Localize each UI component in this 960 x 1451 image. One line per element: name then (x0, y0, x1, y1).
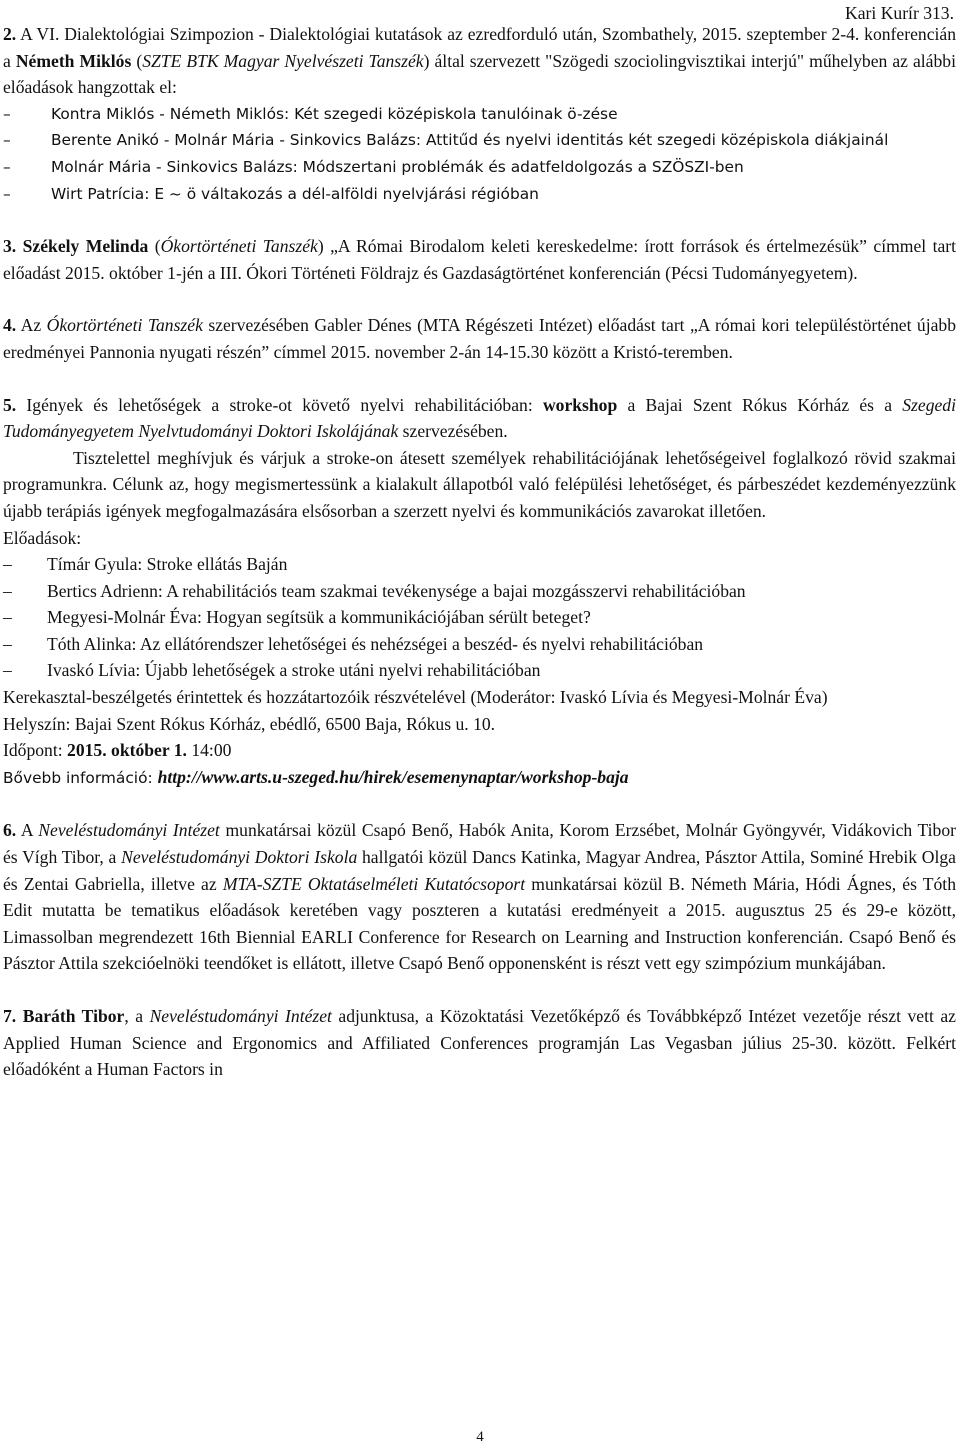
list-item: – Megyesi-Molnár Éva: Hogyan segítsük a kommunikációjában sérült beteget? (3, 604, 956, 631)
venue-text: Helyszín: Bajai Szent Rókus Kórház, ebédlő, 6500 Baja, Rókus u. 10. (3, 713, 496, 734)
info-text: Bővebb információ: http://www.arts.u-szeged.hu/hirek/esemenynaptar/workshop-baja (3, 766, 629, 787)
dash-bullet: – (3, 633, 12, 654)
list-item: – Kontra Miklós - Németh Miklós: Két szegedi középiskola tanulóinak ö-zése (3, 101, 956, 128)
section-5 (3, 392, 956, 792)
info-link[interactable]: http://www.arts.u-szeged.hu/hirek/esemenynaptar/workshop-baja (157, 766, 629, 787)
time-text: Időpont: 2015. október 1. 14:00 (3, 740, 232, 761)
list-item: – Tímár Gyula: Stroke ellátás Baján (3, 551, 956, 578)
list-item: – Ivaskó Lívia: Újabb lehetőségek a stroke utáni nyelvi rehabilitációban (3, 657, 956, 684)
document-body (3, 21, 956, 1083)
section-number: 6. (3, 820, 17, 841)
section-3: 3. Székely Melinda (Ókortörténeti Tanszék) „A Római Birodalom keleti kereskedelme: írott források és értelmezésük” címmel tart előadást 2015. október 1-jén a III. Ókori Történeti Földrajz és Gazdaságtörténet konferencián (Pécsi Tudományegyetem). (3, 236, 957, 283)
dash-bullet: – (3, 184, 11, 203)
page-header: Kari Kurír 313. (845, 3, 954, 23)
list-item: – Berente Anikó - Molnár Mária - Sinkovics Balázs: Attitűd és nyelvi identitás két szegedi középiskola diákjainál (3, 127, 956, 154)
dash-bullet: – (3, 660, 12, 681)
section-number: 5. (3, 394, 17, 415)
dash-bullet: – (3, 554, 12, 575)
section-number: 4. (3, 315, 17, 336)
dash-bullet: – (3, 607, 12, 628)
dash-bullet: – (3, 104, 11, 123)
section-2 (3, 21, 956, 207)
list-item: – Molnár Mária - Sinkovics Balázs: Módszertani problémák és adatfeldolgozás a SZÖSZI-ben (3, 154, 956, 181)
dash-bullet: – (3, 131, 11, 150)
section-7: 7. Baráth Tibor, a Neveléstudományi Intézet adjunktusa, a Közoktatási Vezetőképző és Továbbképző Intézet vezetője részt vett az Applied Human Science and Ergonomics and Affiliated Conferences programján Las Vegasban július 25-30. között. Felkért előadóként a Human Factors in (3, 1006, 956, 1080)
page-number: 4 (476, 1429, 484, 1445)
section-2-intro: 2. A VI. Dialektológiai Szimpozion - Dialektológiai kutatások az ezredforduló után, Szombathely, 2015. szeptember 2-4. konferencián a Németh Miklós (SZTE BTK Magyar Nyelvészeti Tanszék) által szervezett "Szögedi szociolingvisztikai interjú" műhelyben az alábbi előadások hangzottak el: (3, 24, 956, 98)
dash-bullet: – (3, 580, 12, 601)
section-5-intro: 5. Igények és lehetőségek a stroke-ot követő nyelvi rehabilitációban: workshop a Bajai Szent Rókus Kórház és a Szegedi Tudományegyetem Nyelvtudományi Doktori Iskolájának szervezésében. (3, 394, 956, 442)
dash-bullet: – (3, 157, 11, 176)
section-number: 3. (3, 236, 17, 257)
section-6: 6. A Neveléstudományi Intézet munkatársai közül Csapó Benő, Habók Anita, Korom Erzsébet, Molnár Gyöngyvér, Vidákovich Tibor és Vígh Tibor, a Neveléstudományi Doktori Iskola hallgatói közül Dancs Katinka, Magyar Andrea, Pásztor Attila, Sominé Hrebik Olga és Zentai Gabriella, illetve az MTA-SZTE Oktatáselméleti Kutatócsoport munkatársai közül B. Németh Mária, Hódi Ágnes, és Tóth Edit mutatta be tematikus előadások keretében vagy poszteren a kutatási eredményeit a 2015. augusztus 25 és 29-e között, Limassolban megrendezett 16th Biennial EARLI Conference for Research on Learning and Instruction konferencián. Csapó Benő és Pásztor Attila szekcióelnöki teendőket is ellátott, illetve Csapó Benő opponensként is részt vett egy szimpózium munkájában. (3, 820, 957, 974)
section-number: 7. (3, 1006, 17, 1026)
list-item: – Wirt Patrícia: E ~ ö váltakozás a dél-alföldi nyelvjárási régióban (3, 181, 956, 208)
list-item: – Bertics Adrienn: A rehabilitációs team szakmai tevékenysége a bajai mozgásszervi rehabilitációban (3, 578, 956, 605)
section-number: 2. (3, 24, 17, 44)
list-item: – Tóth Alinka: Az ellátórendszer lehetőségei és nehézségei a beszéd- és nyelvi rehabilitációban (3, 631, 956, 658)
roundtable-text: Kerekasztal-beszélgetés érintettek és hozzátartozóik részvételével (Moderátor: Ivaskó Lívia és Megyesi-Molnár Éva) (3, 687, 828, 708)
talks-label: Előadások: (3, 527, 82, 548)
invitation-paragraph: Tisztelettel meghívjuk és várjuk a stroke-on átesett személyek rehabilitációjának lehetőségeivel foglalkozó rövid szakmai programunkra. Célunk az, hogy megismertessünk a kialakult állapotból való felépülési lehetőséget, és párbeszédet kezdeményezzünk újabb terápiás igények megfogalmazására elsősorban a szerzett nyelvi és kommunikációs zavarokat illetően. (3, 447, 956, 521)
section-4: 4. Az Ókortörténeti Tanszék szervezésében Gabler Dénes (MTA Régészeti Intézet) előadást tart „A római kori településtörténet újabb eredményei Pannonia nyugati részén” címmel 2015. november 2-án 14-15.30 között a Kristó-teremben. (3, 315, 957, 362)
